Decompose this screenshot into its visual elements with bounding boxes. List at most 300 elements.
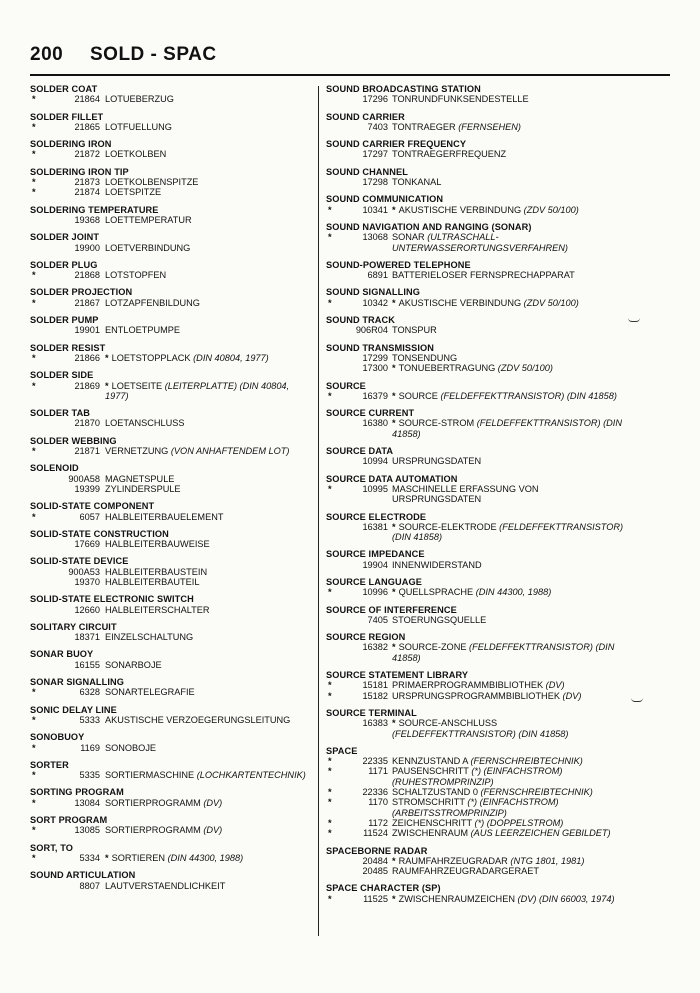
entry-line — [30, 577, 312, 587]
entry-term: SOLDERING TEMPERATURE — [30, 204, 159, 215]
star-marker: * — [32, 770, 36, 781]
dictionary-entry — [30, 594, 312, 615]
star-marker: * — [328, 690, 332, 701]
entry-number: 7403 — [367, 121, 388, 132]
entry-number: 1170 — [368, 797, 388, 808]
german-term: PRIMAERPROGRAMMBIBLIOTHEK — [392, 680, 544, 691]
entry-term: SOLID-STATE CONSTRUCTION — [30, 528, 169, 539]
dictionary-entry — [326, 343, 662, 374]
star-marker: * — [328, 587, 332, 598]
entry-line — [30, 381, 312, 402]
german-term: EINZELSCHALTUNG — [105, 632, 194, 643]
entry-line — [30, 770, 312, 780]
dictionary-entry — [326, 883, 662, 904]
dictionary-entry — [30, 436, 312, 457]
entry-line — [326, 391, 662, 401]
entry-number: 22335 — [362, 756, 388, 767]
german-term: SOURCE-STROM — [398, 418, 475, 429]
entry-note: UNTERWASSERORTUNGSVERFAHREN) — [392, 242, 568, 253]
entry-line — [30, 605, 312, 615]
german-term: HALBLEITERBAUWEISE — [105, 539, 210, 550]
german-term: MASCHINELLE ERFASSUNG VON — [392, 483, 539, 494]
star-marker: * — [32, 352, 36, 363]
german-term: QUELLSPRACHE — [398, 587, 474, 598]
entry-term: SOURCE TERMINAL — [326, 707, 417, 718]
german-term: LAUTVERSTAENDLICHKEIT — [105, 880, 226, 891]
star-marker: * — [392, 204, 396, 215]
dictionary-entry — [30, 232, 312, 253]
entry-line — [30, 149, 312, 159]
entry-line — [326, 856, 662, 866]
entry-number: 17296 — [362, 94, 388, 105]
dictionary-entry — [30, 84, 312, 105]
entry-note: (DIN 41858) — [392, 532, 443, 543]
entry-number: 16379 — [362, 390, 388, 401]
entry-line — [30, 215, 312, 225]
entry-note: (ZDV 50/100) — [523, 204, 579, 215]
entry-line — [30, 270, 312, 280]
entry-number: 21867 — [74, 297, 100, 308]
entry-note: (DV) — [545, 680, 565, 691]
star-marker: * — [32, 852, 36, 863]
entry-term: SOLDER JOINT — [30, 232, 100, 243]
dictionary-entry — [30, 112, 312, 133]
entry-note: (FELDEFFEKTTRANSISTOR) — [499, 521, 624, 532]
german-term: TONSPUR — [392, 325, 437, 336]
entry-number: 10994 — [362, 456, 388, 467]
entry-line — [326, 615, 662, 625]
german-term: AKUSTISCHE VERBINDUNG — [398, 204, 522, 215]
entry-line — [326, 691, 662, 701]
entry-line — [326, 363, 662, 373]
entry-term: SORTER — [30, 759, 69, 770]
dictionary-entry — [326, 632, 662, 663]
german-term: HALBLEITERBAUSTEIN — [105, 566, 208, 577]
dictionary-entry — [30, 622, 312, 643]
german-term: KENNZUSTAND A — [392, 756, 468, 767]
german-term: HALBLEITERBAUTEIL — [105, 576, 200, 587]
star-marker: * — [32, 177, 36, 188]
entry-number: 21872 — [74, 149, 100, 160]
entry-line — [30, 881, 312, 891]
entry-term: SOLDERING IRON — [30, 139, 112, 150]
star-marker: * — [328, 828, 332, 839]
star-marker: * — [328, 204, 332, 215]
entry-term: SORT, TO — [30, 842, 73, 853]
entry-number: 19901 — [74, 325, 100, 336]
dictionary-entry — [30, 529, 312, 550]
german-term: LOETSEITE — [111, 380, 163, 391]
entry-line — [326, 270, 662, 280]
entry-term: SOLDER PLUG — [30, 259, 98, 270]
entry-line — [30, 687, 312, 697]
entry-line — [326, 532, 662, 542]
entry-term: SOURCE ELECTRODE — [326, 511, 427, 522]
star-marker: * — [328, 766, 332, 777]
german-term: TONTRAEGERFREQUENZ — [392, 149, 507, 160]
left-column — [30, 84, 312, 898]
entry-line — [30, 539, 312, 549]
dictionary-entry — [326, 222, 662, 253]
dictionary-entry — [30, 649, 312, 670]
entry-number: 16382 — [362, 642, 388, 653]
dictionary-entry — [30, 408, 312, 429]
dictionary-entry — [30, 677, 312, 698]
entry-line — [326, 177, 662, 187]
entry-note: (FERNSCHREIBTECHNIK) — [470, 756, 583, 767]
german-term: LOTUEBERZUG — [105, 94, 174, 105]
dictionary-entry — [326, 577, 662, 598]
entry-term: SORTING PROGRAM — [30, 787, 124, 798]
entry-line — [326, 298, 662, 308]
entry-number: 20485 — [362, 866, 388, 877]
german-term: ZWISCHENRAUM — [392, 828, 469, 839]
entry-note: (*) (EINFACHSTROM) — [471, 766, 563, 777]
star-marker: * — [105, 352, 109, 363]
dictionary-entry — [30, 705, 312, 726]
page-header — [30, 44, 670, 74]
dictionary-entry — [30, 815, 312, 836]
star-marker: * — [328, 232, 332, 243]
entry-line — [30, 715, 312, 725]
entry-note: (NTG 1801, 1981) — [510, 855, 585, 866]
entry-term: SOLDER RESIST — [30, 342, 106, 353]
entry-term: SOURCE IMPEDANCE — [326, 549, 425, 560]
star-marker: * — [392, 718, 396, 729]
star-marker: * — [392, 855, 396, 866]
german-term: LOETVERBINDUNG — [105, 242, 191, 253]
entry-note: (LEITERPLATTE) (DIN 40804, 1977) — [105, 380, 290, 401]
dictionary-entry — [30, 556, 312, 587]
dictionary-entry — [326, 670, 662, 701]
entry-line — [326, 787, 662, 797]
dictionary-entry — [30, 463, 312, 494]
entry-number: 17669 — [74, 539, 100, 550]
entry-note: (DV) — [203, 797, 223, 808]
entry-number: 15181 — [362, 680, 388, 691]
entry-term: SOLDERING IRON TIP — [30, 166, 129, 177]
entry-term: SORT PROGRAM — [30, 815, 108, 826]
entry-line — [326, 866, 662, 876]
page-number: 200 — [30, 44, 64, 65]
star-marker: * — [32, 797, 36, 808]
star-marker: * — [32, 687, 36, 698]
german-term: LOETSTOPPLACK — [111, 352, 191, 363]
german-term: SORTIERPROGRAMM — [105, 797, 201, 808]
entry-number: 19900 — [74, 242, 100, 253]
entry-line — [30, 177, 312, 187]
entry-number: 12660 — [74, 604, 100, 615]
entry-line — [326, 680, 662, 690]
star-marker: * — [328, 756, 332, 767]
entry-term: SOURCE CURRENT — [326, 408, 415, 419]
entry-note: (DIN 44300, 1988) — [475, 587, 552, 598]
german-term: HALBLEITERBAUELEMENT — [105, 511, 224, 522]
dictionary-entry — [326, 260, 662, 281]
german-term: URSPRUNGSPROGRAMMBIBLIOTHEK — [392, 690, 560, 701]
entry-line — [326, 149, 662, 159]
entry-number: 17300 — [362, 363, 388, 374]
german-term: AKUSTISCHE VERBINDUNG — [398, 297, 522, 308]
star-marker: * — [392, 390, 396, 401]
entry-line — [326, 797, 662, 807]
entry-term: SOLDER WEBBING — [30, 435, 117, 446]
dictionary-entry — [326, 446, 662, 467]
german-term: TONUEBERTRAGUNG — [398, 363, 496, 374]
entry-line — [30, 660, 312, 670]
entry-term: SONOBUOY — [30, 732, 85, 743]
entry-number: 21866 — [74, 352, 100, 363]
german-term: RAUMFAHRZEUGRADAR — [398, 855, 508, 866]
entry-term: SOLDER COAT — [30, 84, 98, 94]
star-marker: * — [328, 797, 332, 808]
entry-line — [326, 718, 662, 728]
entry-line — [326, 894, 662, 904]
star-marker: * — [328, 390, 332, 401]
entry-note: 41858) — [392, 652, 421, 663]
dictionary-entry — [326, 512, 662, 543]
german-term: LOTZAPFENBILDUNG — [105, 297, 200, 308]
german-term: LOETANSCHLUSS — [105, 418, 185, 429]
entry-line — [30, 325, 312, 335]
entry-term: SOURCE — [326, 380, 366, 391]
entry-note: (ZDV 50/100) — [497, 363, 553, 374]
star-marker: * — [32, 511, 36, 522]
entry-number: 1169 — [80, 742, 100, 753]
star-marker: * — [32, 380, 36, 391]
entry-line — [30, 418, 312, 428]
star-marker: * — [328, 483, 332, 494]
entry-line — [30, 243, 312, 253]
entry-note: (RUHESTROMPRINZIP) — [392, 776, 494, 787]
running-title: SOLD - SPAC — [90, 44, 217, 65]
entry-line — [326, 429, 662, 439]
entry-term: SOUND-POWERED TELEPHONE — [326, 259, 471, 270]
entry-line — [30, 353, 312, 363]
entry-number: 17297 — [362, 149, 388, 160]
dictionary-entry — [30, 315, 312, 336]
dictionary-entry — [30, 287, 312, 308]
german-term: ZEICHENSCHRITT — [392, 817, 472, 828]
german-term: LOETKOLBEN — [105, 149, 167, 160]
german-term: TONTRAEGER — [392, 121, 456, 132]
german-term: TONKANAL — [392, 177, 442, 188]
entry-term: SOLENOID — [30, 463, 79, 474]
entry-note: (DIN 44300, 1988) — [167, 852, 244, 863]
entry-number: 13084 — [74, 797, 100, 808]
entry-note: (DV) — [203, 825, 223, 836]
entry-term: SOUND CARRIER FREQUENCY — [326, 139, 467, 150]
entry-term: SOUND BROADCASTING STATION — [326, 84, 481, 94]
german-term: LOETTEMPERATUR — [105, 214, 192, 225]
dictionary-entry — [326, 167, 662, 188]
entry-number: 10995 — [362, 483, 388, 494]
star-marker: * — [392, 418, 396, 429]
star-marker: * — [105, 380, 109, 391]
entry-number: 6891 — [367, 270, 388, 281]
entry-number: 21868 — [74, 270, 100, 281]
dictionary-entry — [326, 287, 662, 308]
entry-term: SPACE — [326, 745, 358, 756]
entry-number: 7405 — [367, 614, 388, 625]
german-term: VERNETZUNG — [105, 446, 169, 457]
star-marker: * — [328, 787, 332, 798]
entry-term: SOUND TRANSMISSION — [326, 342, 434, 353]
entry-number: 21865 — [74, 121, 100, 132]
entry-term: SOURCE STATEMENT LIBRARY — [326, 670, 469, 681]
entry-line — [30, 798, 312, 808]
entry-term: SOLDER TAB — [30, 408, 91, 419]
entry-number: 6328 — [79, 687, 100, 698]
entry-line — [326, 818, 662, 828]
entry-number: 900A53 — [68, 566, 100, 577]
entry-number: 18371 — [74, 632, 100, 643]
german-term: SONAR — [392, 232, 425, 243]
entry-note: (DIN 40804, 1977) — [193, 352, 269, 363]
entry-line — [326, 653, 662, 663]
dictionary-entry — [30, 139, 312, 160]
dictionary-entry — [326, 194, 662, 215]
entry-note: (FELDEFFEKTTRANSISTOR) (DIN 41858) — [440, 390, 617, 401]
entry-number: 21870 — [74, 418, 100, 429]
star-marker: * — [392, 893, 396, 904]
dictionary-entry — [326, 381, 662, 402]
german-term: SORTIEREN — [111, 852, 166, 863]
entry-line — [326, 766, 662, 776]
entry-note: (FERNSEHEN) — [458, 121, 521, 132]
entry-number: 906R04 — [355, 325, 388, 336]
entry-line — [326, 484, 662, 494]
entry-number: 19399 — [74, 483, 100, 494]
star-marker: * — [32, 187, 36, 198]
entry-note: (*) (EINFACHSTROM) — [467, 797, 559, 808]
entry-note: (ULTRASCHALL- — [427, 232, 499, 243]
entry-line — [30, 743, 312, 753]
german-term: INNENWIDERSTAND — [392, 559, 482, 570]
entry-number: 17299 — [362, 352, 388, 363]
star-marker: * — [392, 297, 396, 308]
entry-term: SONIC DELAY LINE — [30, 704, 117, 715]
entry-number: 16383 — [362, 718, 388, 729]
dictionary-entry — [326, 846, 662, 877]
german-term: SOURCE — [398, 390, 438, 401]
german-term: TONRUNDFUNKSENDESTELLE — [392, 94, 529, 105]
dictionary-entry — [30, 260, 312, 281]
entry-number: 21873 — [74, 177, 100, 188]
entry-line — [326, 808, 662, 818]
dictionary-entry — [30, 167, 312, 198]
entry-note: (DV) — [562, 690, 582, 701]
entry-line — [326, 94, 662, 104]
entry-line — [326, 418, 662, 428]
entry-note: (LOCHKARTENTECHNIK) — [196, 770, 306, 781]
entry-note: 41858) — [392, 428, 421, 439]
german-term: SORTIERPROGRAMM — [105, 825, 201, 836]
entry-number: 10342 — [362, 297, 388, 308]
entry-number: 8807 — [79, 880, 100, 891]
entry-term: SOLID-STATE COMPONENT — [30, 501, 155, 512]
entry-number: 19904 — [362, 559, 388, 570]
entry-number: 6057 — [79, 511, 100, 522]
german-term: LOETKOLBENSPITZE — [105, 177, 199, 188]
right-column — [326, 84, 662, 911]
entry-line — [30, 632, 312, 642]
entry-line — [326, 522, 662, 532]
entry-line — [326, 642, 662, 652]
entry-term: SOUND COMMUNICATION — [326, 194, 444, 205]
entry-term: SOUND CHANNEL — [326, 166, 408, 177]
german-term: ZWISCHENRAUMZEICHEN — [398, 893, 515, 904]
star-marker: * — [32, 825, 36, 836]
star-marker: * — [392, 363, 396, 374]
entry-number: 13085 — [74, 825, 100, 836]
entry-term: SONAR SIGNALLING — [30, 677, 124, 688]
german-term: ZYLINDERSPULE — [105, 483, 181, 494]
dictionary-entry — [30, 760, 312, 781]
entry-term: SOLDER PUMP — [30, 315, 99, 326]
star-marker: * — [32, 446, 36, 457]
dictionary-entry — [326, 708, 662, 739]
star-marker: * — [392, 587, 396, 598]
german-term: SCHALTZUSTAND 0 — [392, 787, 478, 798]
entry-number: 21869 — [74, 380, 100, 391]
dictionary-entry — [326, 474, 662, 505]
dictionary-entry — [30, 870, 312, 891]
entry-line — [30, 94, 312, 104]
entry-number: 10341 — [362, 204, 388, 215]
entry-number: 21874 — [74, 187, 100, 198]
entry-line — [326, 587, 662, 597]
german-term: SONARTELEGRAFIE — [105, 687, 195, 698]
star-marker: * — [328, 817, 332, 828]
entry-term: SOURCE REGION — [326, 632, 406, 643]
star-marker: * — [32, 742, 36, 753]
star-marker: * — [328, 893, 332, 904]
german-term: LOTFUELLUNG — [105, 121, 172, 132]
german-term: SORTIERMASCHINE — [105, 770, 195, 781]
entry-line — [326, 456, 662, 466]
entry-line — [30, 567, 312, 577]
german-term: SOURCE-ELEKTRODE — [398, 521, 497, 532]
entry-line — [30, 474, 312, 484]
entry-line — [326, 232, 662, 242]
entry-line — [30, 484, 312, 494]
entry-number: 5333 — [79, 714, 100, 725]
german-term: AKUSTISCHE VERZOEGERUNGSLEITUNG — [105, 714, 291, 725]
entry-line — [326, 494, 662, 504]
entry-number: 21871 — [74, 446, 100, 457]
entry-line — [30, 446, 312, 456]
entry-term: SOUND TRACK — [326, 315, 395, 326]
dictionary-entry — [326, 84, 662, 105]
german-term: ENTLOETPUMPE — [105, 325, 181, 336]
entry-note: (VON ANHAFTENDEM LOT) — [170, 446, 290, 457]
entry-number: 5335 — [79, 770, 100, 781]
dictionary-entry — [326, 408, 662, 439]
entry-number: 11524 — [363, 828, 388, 839]
dictionary-entry — [30, 370, 312, 401]
entry-number: 17298 — [362, 177, 388, 188]
entry-line — [326, 205, 662, 215]
entry-number: 10996 — [362, 587, 388, 598]
entry-line — [30, 512, 312, 522]
entry-note: (ZDV 50/100) — [523, 297, 579, 308]
entry-term: SOUND CARRIER — [326, 111, 405, 122]
german-term: SOURCE-ZONE — [398, 642, 467, 653]
entry-number: 15182 — [362, 690, 388, 701]
german-term: STOERUNGSQUELLE — [392, 614, 487, 625]
entry-number: 11525 — [363, 893, 388, 904]
